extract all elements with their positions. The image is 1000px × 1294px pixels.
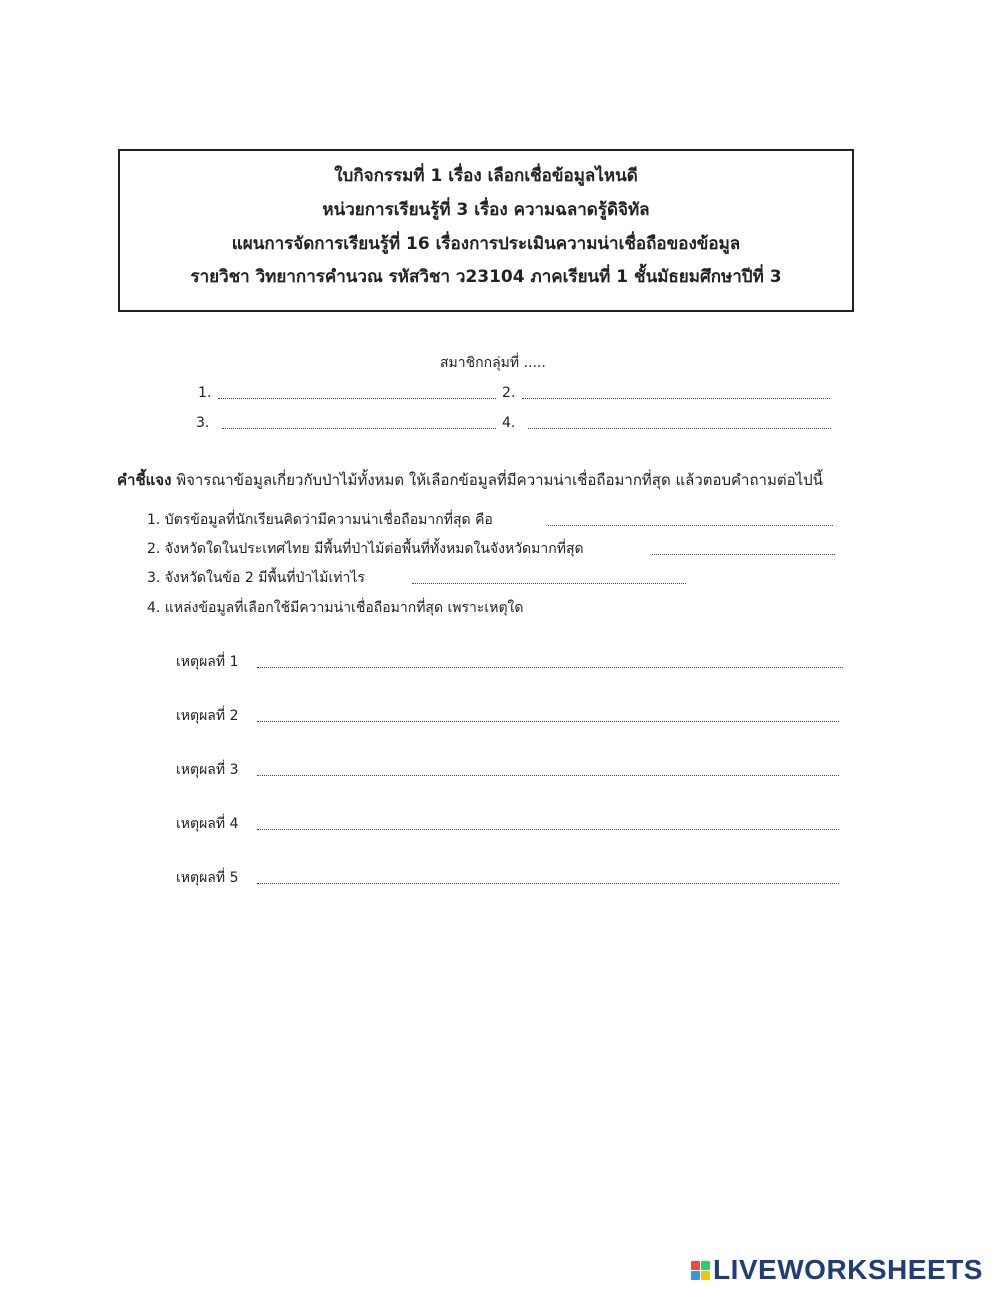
reason-3-label: เหตุผลที่ 3 — [176, 762, 239, 778]
lesson-plan-title: แผนการจัดการเรียนรู้ที่ 16 เรื่องการประเมินความน่าเชื่อถือของข้อมูล — [231, 234, 741, 254]
title-box — [118, 149, 854, 312]
answer-3-field[interactable] — [412, 583, 686, 584]
instruction-text: พิจารณาข้อมูลเกี่ยวกับป่าไม้ทั้งหมด ให้เลือกข้อมูลที่มีความน่าเชื่อถือมากที่สุด แล้วตอบคำถามต่อไปนี้ — [171, 471, 823, 489]
reason-2-field[interactable] — [257, 721, 839, 722]
reason-1-label: เหตุผลที่ 1 — [176, 654, 239, 670]
member-1-label: 1. — [198, 385, 212, 401]
member-2-label: 2. — [502, 385, 516, 401]
member-4-label: 4. — [502, 415, 516, 431]
question-4: 4. แหล่งข้อมูลที่เลือกใช้มีความน่าเชื่อถือมากที่สุด เพราะเหตุใด — [147, 600, 524, 616]
answer-1-field[interactable] — [548, 525, 833, 526]
reason-5-field[interactable] — [257, 883, 839, 884]
instruction — [117, 469, 823, 491]
logo-text: LIVEWORKSHEETS — [713, 1254, 983, 1285]
member-2-field[interactable] — [522, 398, 830, 399]
reason-1-field[interactable] — [257, 667, 843, 668]
question-1: 1. บัตรข้อมูลที่นักเรียนคิดว่ามีความน่าเชื่อถือมากที่สุด คือ — [147, 512, 493, 528]
group-title: สมาชิกกลุ่มที่ ..... — [440, 355, 546, 371]
question-2: 2. จังหวัดใดในประเทศไทย มีพื้นที่ป่าไม้ต่อพื้นที่ทั้งหมดในจังหวัดมากที่สุด — [147, 541, 584, 557]
member-3-label: 3. — [196, 415, 210, 431]
answer-2-field[interactable] — [652, 554, 835, 555]
member-4-field[interactable] — [528, 428, 831, 429]
question-3: 3. จังหวัดในข้อ 2 มีพื้นที่ป่าไม้เท่าไร — [147, 570, 365, 586]
course-info: รายวิชา วิทยาการคำนวณ รหัสวิชา ว23104 ภาคเรียนที่ 1 ชั้นมัธยมศึกษาปีที่ 3 — [190, 267, 782, 287]
liveworksheets-logo — [691, 1253, 983, 1287]
reason-5-label: เหตุผลที่ 5 — [176, 870, 239, 886]
worksheet-title: ใบกิจกรรมที่ 1 เรื่อง เลือกเชื่อข้อมูลไหนดี — [334, 166, 638, 186]
reason-4-field[interactable] — [257, 829, 839, 830]
reason-2-label: เหตุผลที่ 2 — [176, 708, 239, 724]
reason-4-label: เหตุผลที่ 4 — [176, 816, 239, 832]
instruction-label: คำชี้แจง — [117, 471, 172, 489]
logo-blocks-icon — [691, 1261, 710, 1280]
member-1-field[interactable] — [218, 398, 496, 399]
reason-3-field[interactable] — [257, 775, 839, 776]
unit-title: หน่วยการเรียนรู้ที่ 3 เรื่อง ความฉลาดรู้ดิจิทัล — [322, 200, 650, 220]
member-3-field[interactable] — [222, 428, 496, 429]
